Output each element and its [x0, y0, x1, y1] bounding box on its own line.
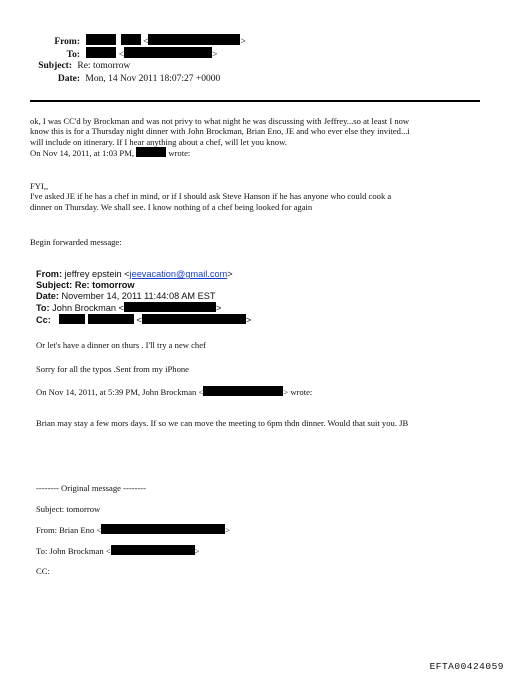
message-line: Brian may stay a few mors days. If so we can move the meeting to 6pm thdn dinner. Would that suit you. JB: [36, 418, 409, 428]
reply-line: know this is for a Thursday night dinner with John Brockman, Brian Eno, JE and who ever else they invited...i: [30, 126, 410, 137]
message-line: Or let's have a dinner on thurs . I'll try a new chef: [36, 340, 206, 350]
angle-open: <: [143, 37, 149, 47]
fwd-subject-value: Re: tomorrow: [74, 280, 135, 290]
redaction: [148, 34, 240, 45]
angle-close: >: [240, 37, 246, 47]
fwd-from-row: From: jeffrey epstein <jeevacation@gmail.com>: [36, 269, 233, 279]
reply-line: will include on itinerary. If I hear anything about a chef, will let you know.: [30, 136, 287, 147]
fyi-body: [30, 181, 391, 212]
redaction: [86, 34, 116, 45]
reply-on-suffix: wrote:: [168, 148, 191, 159]
forwarded-header: [36, 269, 251, 326]
original-cc: CC:: [36, 566, 50, 576]
fwd-date-row: [36, 291, 251, 302]
angle-open: <: [118, 50, 125, 60]
fwd-to-value: John Brockman <: [52, 303, 124, 313]
header-subject-row: [38, 60, 131, 73]
redaction: [203, 386, 283, 396]
message-line: Sorry for all the typos .Sent from my iPhone: [36, 364, 190, 374]
fwd-cc-label: Cc:: [36, 315, 51, 325]
redaction: [136, 147, 166, 157]
forward-intro: Begin forwarded message:: [30, 237, 122, 247]
redaction: [59, 314, 85, 324]
redaction: [121, 34, 141, 45]
redaction: [111, 545, 195, 555]
redaction: [88, 314, 134, 324]
fwd-subject-row: [36, 280, 251, 291]
header-date-row: [44, 73, 220, 86]
original-subject: Subject: tomorrow: [36, 504, 101, 514]
reply-line: ok, I was CC'd by Brockman and was not privy to what night he was discussing with Jeffrey...so at least I now: [30, 116, 410, 126]
sender-email-link[interactable]: jeevacation@gmail.com: [129, 269, 228, 279]
redaction: [142, 314, 246, 324]
fwd-to-label: To:: [36, 303, 50, 313]
fyi-line: FYI,,: [30, 181, 49, 191]
subject-value: Re: tomorrow: [77, 61, 131, 71]
redaction: [124, 302, 216, 312]
date-value: Mon, 14 Nov 2011 18:07:27 +0000: [85, 74, 221, 84]
redaction: [86, 47, 116, 58]
header-divider: [30, 100, 480, 102]
fyi-line: I've asked JE if he has a chef in mind, or if I should ask Steve Hanson if he has anyone who could cook a: [30, 191, 392, 202]
date-label: Date:: [57, 74, 80, 84]
reply-on-line: [30, 147, 410, 158]
redaction: [101, 524, 225, 534]
original-to: To: John Brockman < >: [36, 546, 200, 556]
fwd-to-row: To: John Brockman < >: [36, 303, 222, 313]
original-divider: -------- Original message --------: [36, 483, 146, 493]
to-label: To:: [66, 50, 80, 60]
message-on-line: [36, 386, 312, 397]
reply-on-prefix: On Nov 14, 2011, at 1:03 PM,: [30, 148, 135, 159]
fwd-cc-row: Cc: < >: [36, 315, 252, 325]
message-on-prefix: On Nov 14, 2011, at 5:39 PM, John Brockman <: [36, 387, 204, 397]
fwd-date-label: Date:: [36, 291, 59, 301]
fwd-from-name: jeffrey epstein <: [64, 269, 130, 279]
fwd-subject-label: Subject:: [36, 280, 73, 290]
document-id: EFTA00424059: [429, 661, 504, 672]
fwd-date-value: November 14, 2011 11:44:08 AM EST: [61, 291, 216, 301]
fwd-from-label: From:: [36, 269, 63, 279]
reply-body: [30, 116, 410, 159]
angle-close: >: [212, 50, 218, 60]
fyi-line: dinner on Thursday. We shall see. I know nothing of a chef being looked for again: [30, 201, 313, 212]
subject-label: Subject:: [38, 61, 72, 71]
message-on-suffix: > wrote:: [283, 387, 313, 397]
from-label: From:: [54, 37, 80, 47]
redaction: [124, 47, 212, 58]
original-from: From: Brian Eno < >: [36, 525, 231, 535]
